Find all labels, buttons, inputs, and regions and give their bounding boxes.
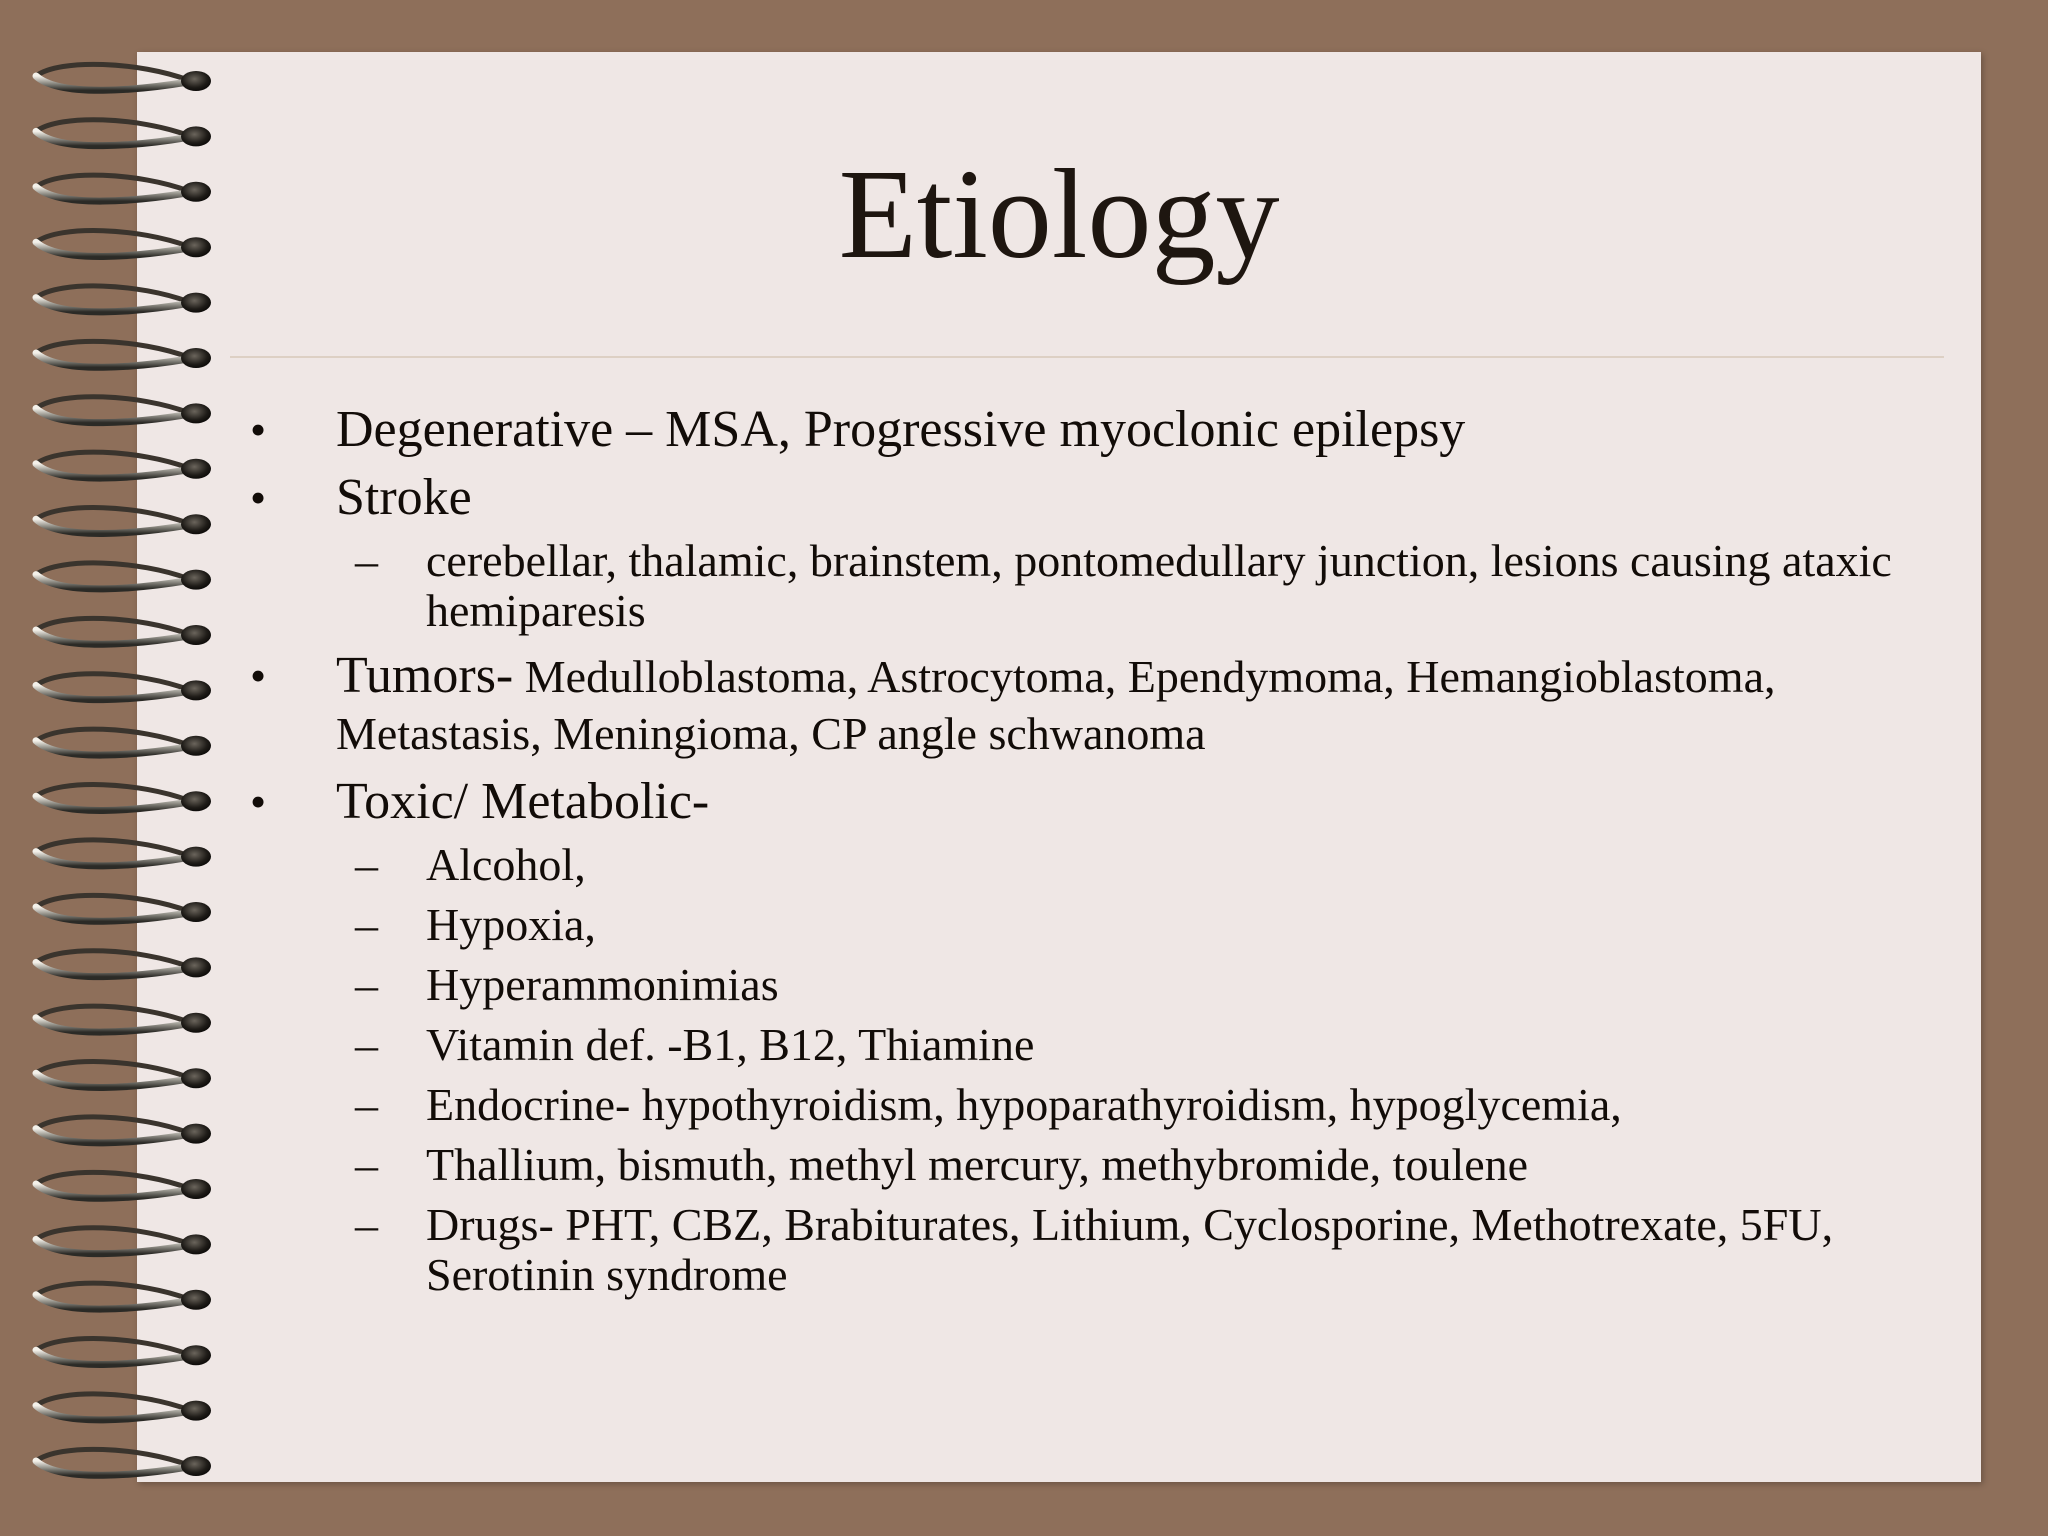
- sub-bullet-marker: –: [355, 839, 378, 890]
- bullet-text: Degenerative – MSA, Progressive myoclonic epilepsy: [336, 401, 1466, 458]
- sub-bullet-marker: –: [355, 1019, 378, 1070]
- slide-content: [250, 390, 1930, 1300]
- bullet-lead: Tumors-: [336, 647, 514, 704]
- bullet-toxic-metabolic: [250, 774, 1930, 830]
- sub-bullet-stroke-sites: [250, 536, 1930, 636]
- sub-bullet-marker: –: [355, 1139, 378, 1190]
- sub-bullet-toxins: [250, 1140, 1930, 1190]
- sub-bullet-text: Hyperammonimias: [426, 959, 779, 1010]
- sub-bullet-vitamin: [250, 1020, 1930, 1070]
- bullet-marker: •: [250, 472, 267, 523]
- sub-bullet-text: Hypoxia,: [426, 899, 596, 950]
- sub-bullet-marker: –: [355, 899, 378, 950]
- sub-bullet-marker: –: [355, 535, 378, 586]
- slide-title: Etiology: [838, 143, 1280, 285]
- title-divider: [230, 356, 1944, 358]
- sub-bullet-alcohol: [250, 840, 1930, 890]
- bullet-marker: •: [250, 776, 267, 827]
- bullet-text: Medulloblastoma, Astrocytoma, Ependymoma, Hemangioblastoma, Metastasis, Meningioma, CP angle schwanoma: [336, 651, 1776, 759]
- sub-bullet-text: cerebellar, thalamic, brainstem, pontomedullary junction, lesions causing ataxic hemiparesis: [426, 535, 1892, 636]
- sub-bullet-marker: –: [355, 959, 378, 1010]
- sub-bullet-endocrine: [250, 1080, 1930, 1130]
- sub-bullet-hyperammonimias: [250, 960, 1930, 1010]
- bullet-tumors: [250, 648, 1930, 762]
- bullet-text: Toxic/ Metabolic-: [336, 773, 710, 830]
- bullet-marker: •: [250, 404, 267, 455]
- sub-bullet-hypoxia: [250, 900, 1930, 950]
- sub-bullet-text: Vitamin def. -B1, B12, Thiamine: [426, 1019, 1035, 1070]
- bullet-degenerative: [250, 402, 1930, 458]
- sub-bullet-text: Thallium, bismuth, methyl mercury, methybromide, toulene: [426, 1139, 1529, 1190]
- sub-bullet-marker: –: [355, 1199, 378, 1250]
- sub-bullet-drugs: [250, 1200, 1930, 1300]
- sub-bullet-marker: –: [355, 1079, 378, 1130]
- sub-bullet-text: Drugs- PHT, CBZ, Brabiturates, Lithium, Cyclosporine, Methotrexate, 5FU, Serotinin syndrome: [426, 1199, 1834, 1300]
- bullet-text: Stroke: [336, 469, 472, 526]
- bullet-stroke: [250, 470, 1930, 526]
- bullet-marker: •: [250, 650, 267, 701]
- sub-bullet-text: Endocrine- hypothyroidism, hypoparathyroidism, hypoglycemia,: [426, 1079, 1622, 1130]
- sub-bullet-text: Alcohol,: [426, 839, 586, 890]
